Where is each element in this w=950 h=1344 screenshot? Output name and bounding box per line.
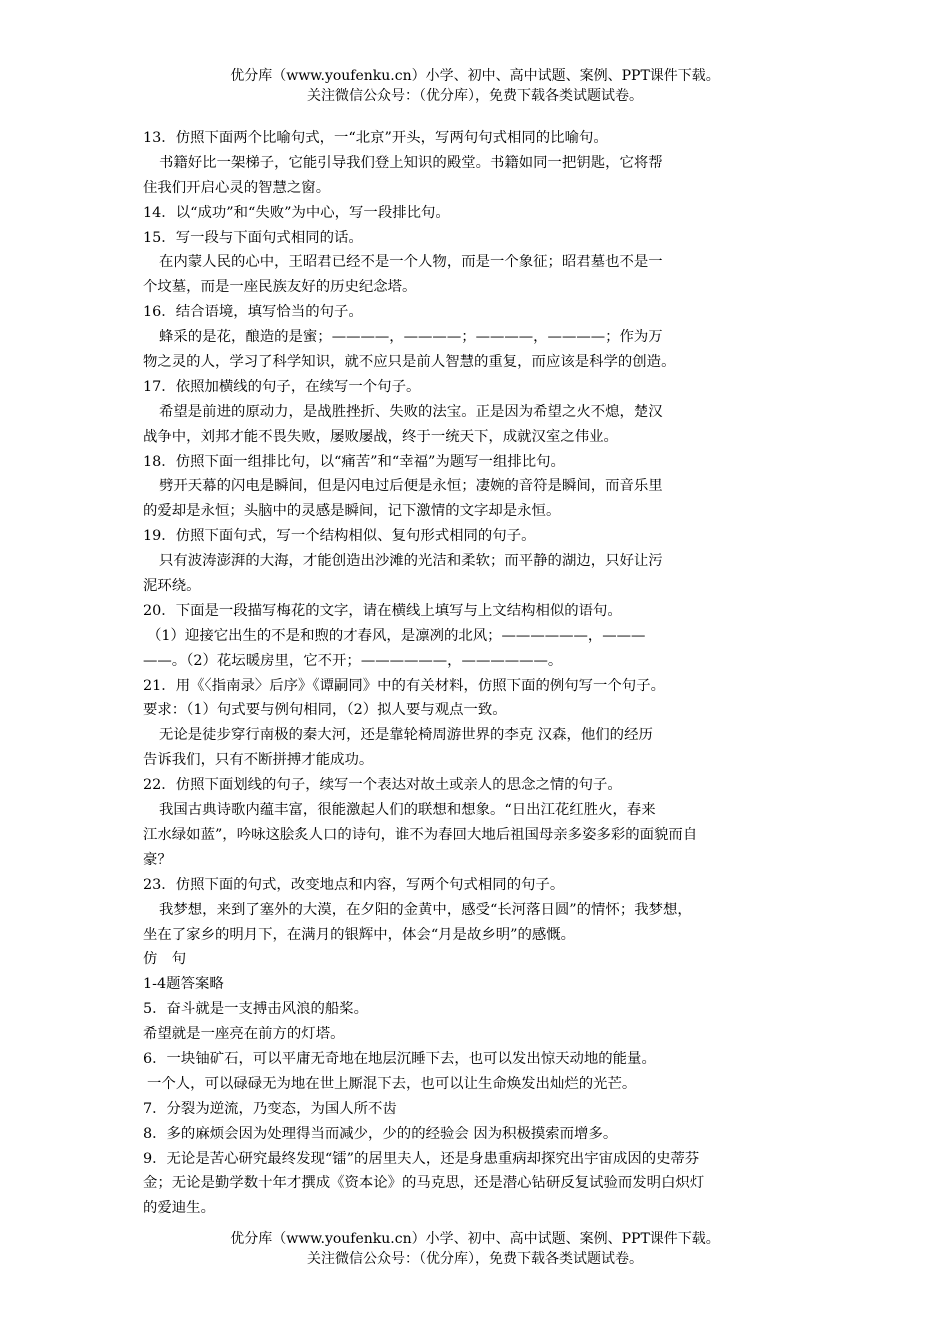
example-text: 的爱却是永恒；头脑中的灵感是瞬间，记下激情的文字却是永恒。 [143, 503, 561, 520]
example-text: 物之灵的人，学习了科学知识，就不应只是前人智慧的重复，而应该是科学的创造。 [143, 354, 676, 371]
example-text: 劈开天幕的闪电是瞬间，但是闪电过后便是永恒；凄婉的音符是瞬间，而音乐里 [159, 478, 663, 495]
document-body [143, 126, 823, 1221]
example-text: 江水绿如蓝”，吟咏这脍炙人口的诗句，谁不为春回大地后祖国母亲多姿多彩的面貌而自 [143, 826, 698, 843]
question-18: 18．仿照下面一组排比句，以“痛苦”和“幸福”为题写一组排比句。 [143, 453, 565, 470]
question-16: 16．结合语境，填写恰当的句子。 [143, 304, 363, 321]
question-15: 15．写一段与下面句式相同的话。 [143, 229, 363, 246]
question-22: 22．仿照下面划线的句子，续写一个表达对故土或亲人的思念之情的句子。 [143, 777, 622, 794]
answer-7: 7．分裂为逆流，乃变态，为国人所不齿 [143, 1100, 397, 1117]
example-text: 战争中，刘邦才能不畏失败，屡败屡战，终于一统天下，成就汉室之伟业。 [143, 428, 618, 445]
question-19: 19．仿照下面句式，写一个结构相似、复句形式相同的句子。 [143, 528, 536, 545]
answer-text: 金；无论是勤学数十年才撰成《资本论》的马克思，还是潜心钻研反复试验而发明白炽灯 [143, 1175, 705, 1192]
question-17: 17．依照加横线的句子，在续写一个句子。 [143, 378, 421, 395]
answer-text: 的爱迪生。 [143, 1200, 215, 1217]
answer-6: 6．一块铀矿石，可以平庸无奇地在地层沉睡下去，也可以发出惊天动地的能量。 [143, 1050, 656, 1067]
header-line-2: 关注微信公众号：（优分库），免费下载各类试题试卷。 [307, 88, 643, 104]
requirement-text: 要求：（1）句式要与例句相同，（2）拟人要与观点一致。 [143, 702, 507, 719]
example-text: 希望是前进的原动力，是战胜挫折、失败的法宝。正是因为希望之火不熄，楚汉 [159, 403, 663, 420]
question-23: 23．仿照下面的句式，改变地点和内容，写两个句式相同的句子。 [143, 876, 565, 893]
answer-8: 8．多的麻烦会因为处理得当而减少，少的的经验会 因为积极摸索而增多。 [143, 1125, 618, 1142]
example-text: 只有波涛澎湃的大海，才能创造出沙滩的光洁和柔软；而平静的湖边，只好让污 [159, 553, 663, 570]
answer-1-4: 1-4题答案略 [143, 976, 224, 993]
answer-section-title: 仿 句 [143, 951, 187, 968]
question-20: 20．下面是一段描写梅花的文字，请在横线上填写与上文结构相似的语句。 [143, 602, 622, 619]
page-header [0, 66, 950, 106]
example-text: 书籍好比一架梯子，它能引导我们登上知识的殿堂。书籍如同一把钥匙，它将帮 [159, 154, 663, 171]
example-text: 我梦想，来到了塞外的大漠，在夕阳的金黄中，感受“长河落日圆”的情怀；我梦想， [159, 901, 692, 918]
page-footer [0, 1229, 950, 1269]
example-text: ——。（2）花坛暖房里，它不开；——————，——————。 [143, 652, 563, 669]
example-text: 在内蒙人民的心中，王昭君已经不是一个人物，而是一个象征；昭君墓也不是一 [159, 254, 663, 271]
question-14: 14．以“成功”和“失败”为中心，写一段排比句。 [143, 204, 450, 221]
answer-text: 希望就是一座亮在前方的灯塔。 [143, 1026, 345, 1043]
example-text: 泥环绕。 [143, 578, 201, 595]
footer-line-1: 优分库（www.youfenku.cn）小学、初中、高中试题、案例、PPT课件下载。 [230, 1231, 720, 1247]
example-text: 个坟墓，而是一座民族友好的历史纪念塔。 [143, 279, 417, 296]
footer-line-2: 关注微信公众号：（优分库），免费下载各类试题试卷。 [307, 1251, 643, 1267]
example-text: 告诉我们，只有不断拼搏才能成功。 [143, 752, 374, 769]
answer-text: 一个人，可以碌碌无为地在世上厮混下去，也可以让生命焕发出灿烂的光芒。 [147, 1075, 637, 1092]
example-text: 蜂采的是花，酿造的是蜜；————，————；————，————；作为万 [159, 329, 663, 346]
example-text: 坐在了家乡的明月下，在满月的银辉中，体会“月是故乡明”的感慨。 [143, 926, 576, 943]
example-text: 住我们开启心灵的智慧之窗。 [143, 179, 331, 196]
answer-9: 9．无论是苦心研究最终发现“镭”的居里夫人，还是身患重病却探究出宇宙成因的史蒂芬 [143, 1150, 700, 1167]
answer-5: 5．奋斗就是一支搏击风浪的船桨。 [143, 1001, 369, 1018]
question-21: 21．用《〈指南录〉后序》《谭嗣同》中的有关材料，仿照下面的例句写一个句子。 [143, 677, 665, 694]
example-text: 我国古典诗歌内蕴丰富，很能激起人们的联想和想象。“日出江花红胜火，春来 [159, 802, 656, 819]
question-13: 13．仿照下面两个比喻句式，一“北京”开头，写两句句式相同的比喻句。 [143, 130, 608, 146]
example-text: （1）迎接它出生的不是和煦的才春风，是凛冽的北风；——————，——— [147, 627, 646, 644]
example-text: 无论是徒步穿行南极的秦大河，还是靠轮椅周游世界的李克 汉森，他们的经历 [159, 727, 653, 744]
example-text: 豪？ [143, 851, 172, 868]
header-line-1: 优分库（www.youfenku.cn）小学、初中、高中试题、案例、PPT课件下载。 [230, 68, 720, 84]
